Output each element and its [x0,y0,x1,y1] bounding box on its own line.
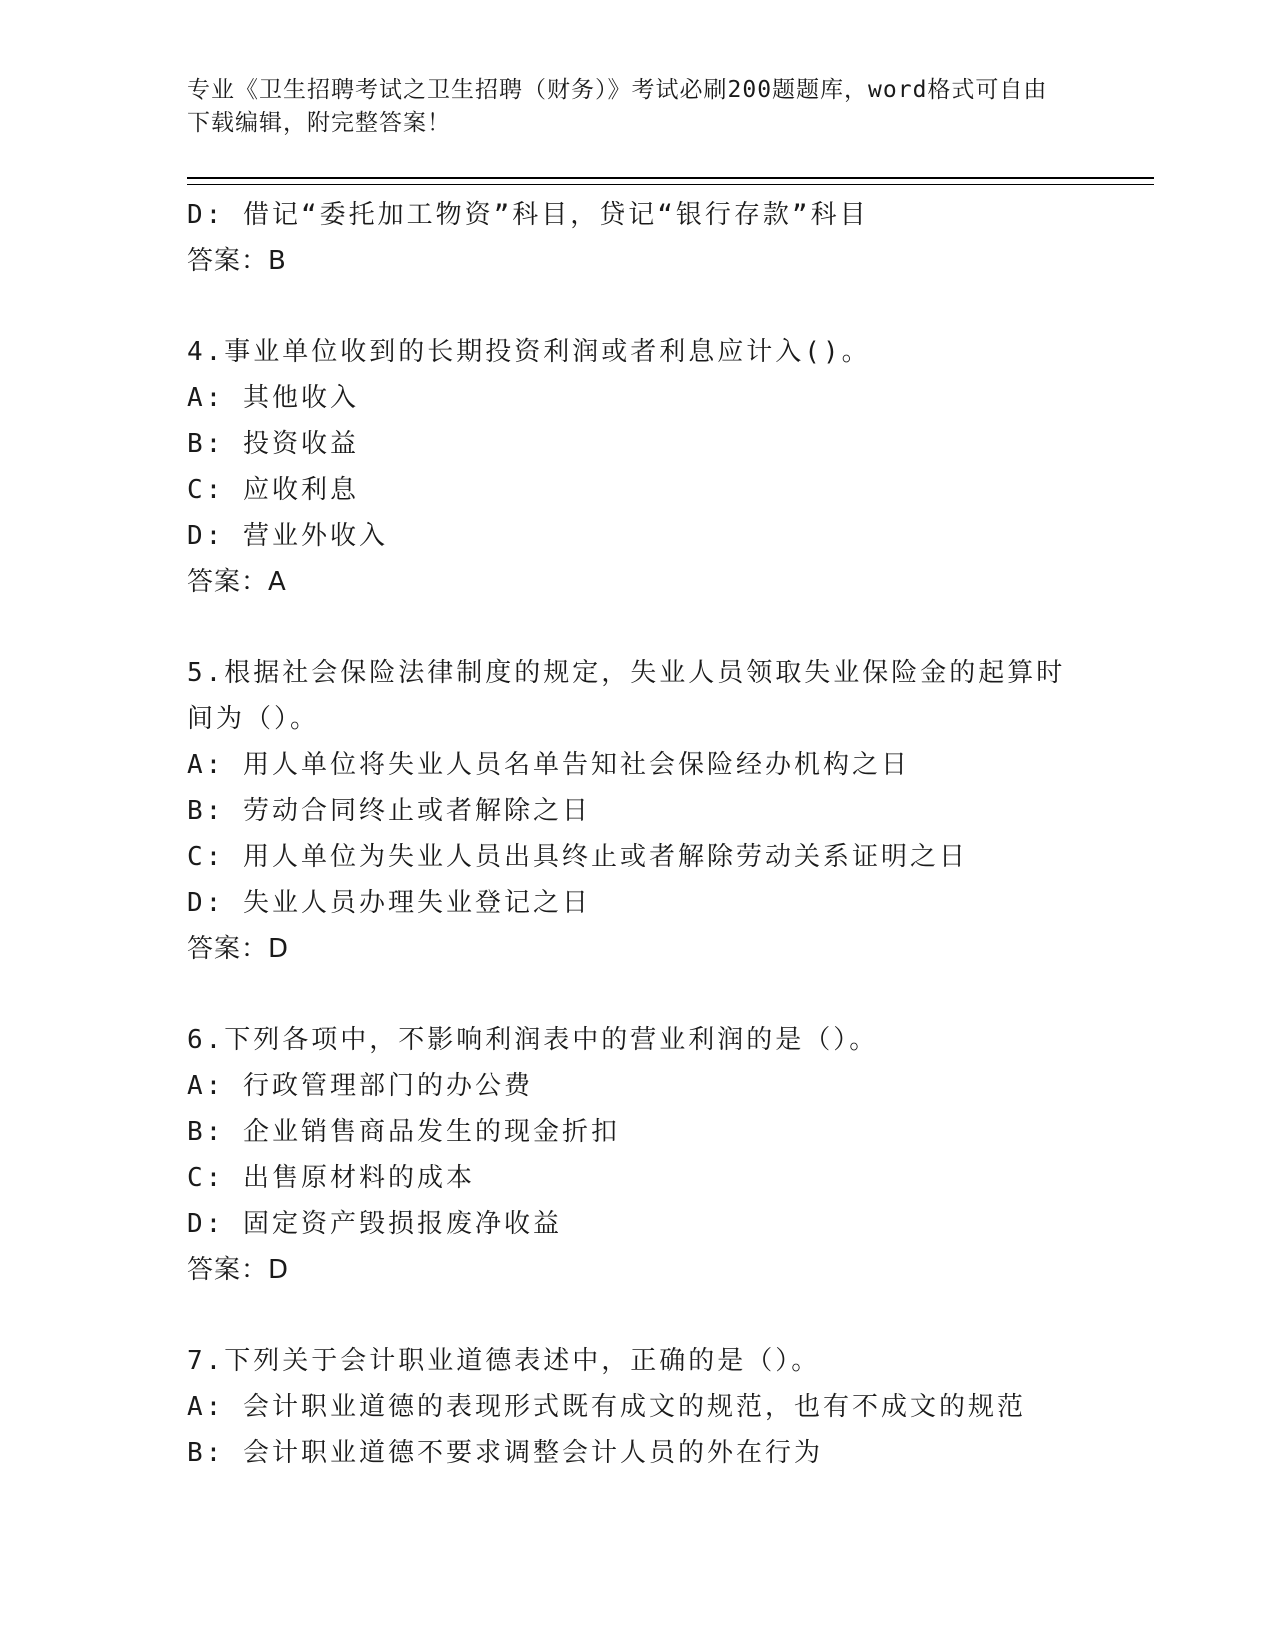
option-c: C: 应收利息 [187,475,359,505]
option-d: D: 固定资产毁损报废净收益 [187,1209,562,1239]
option-c: C: 用人单位为失业人员出具终止或者解除劳动关系证明之日 [187,842,968,872]
header-rule-thin [187,184,1154,185]
header-rule-thick [187,177,1154,179]
option-b: B: 劳动合同终止或者解除之日 [187,796,591,826]
option-a: A: 其他收入 [187,383,359,413]
answer: 答案：D [187,934,290,964]
option-b: B: 投资收益 [187,429,359,459]
option-d: D: 借记“委托加工物资”科目，贷记“银行存款”科目 [187,200,869,230]
option-a: A: 行政管理部门的办公费 [187,1071,533,1101]
question-stem: 4.事业单位收到的长期投资利润或者利息应计入()。 [187,337,871,367]
option-a: A: 会计职业道德的表现形式既有成文的规范，也有不成文的规范 [187,1392,1026,1422]
option-b: B: 会计职业道德不要求调整会计人员的外在行为 [187,1438,823,1468]
option-d: D: 营业外收入 [187,521,388,551]
option-a: A: 用人单位将失业人员名单告知社会保险经办机构之日 [187,750,910,780]
question-stem: 7.下列关于会计职业道德表述中，正确的是（）。 [187,1346,821,1376]
option-b: B: 企业销售商品发生的现金折扣 [187,1117,620,1147]
option-d: D: 失业人员办理失业登记之日 [187,888,591,918]
question-stem: 6.下列各项中，不影响利润表中的营业利润的是（）。 [187,1025,879,1055]
option-c: C: 出售原材料的成本 [187,1163,475,1193]
answer: 答案：D [187,1255,290,1285]
answer: 答案：A [187,567,287,597]
question-stem: 5.根据社会保险法律制度的规定，失业人员领取失业保险金的起算时间为（）。 [187,658,1066,734]
answer: 答案：B [187,246,287,276]
question-list [187,192,1147,1476]
document-header: 专业《卫生招聘考试之卫生招聘（财务）》考试必刷200题题库，word格式可自由下载编辑，附完整答案！ [187,77,1048,136]
